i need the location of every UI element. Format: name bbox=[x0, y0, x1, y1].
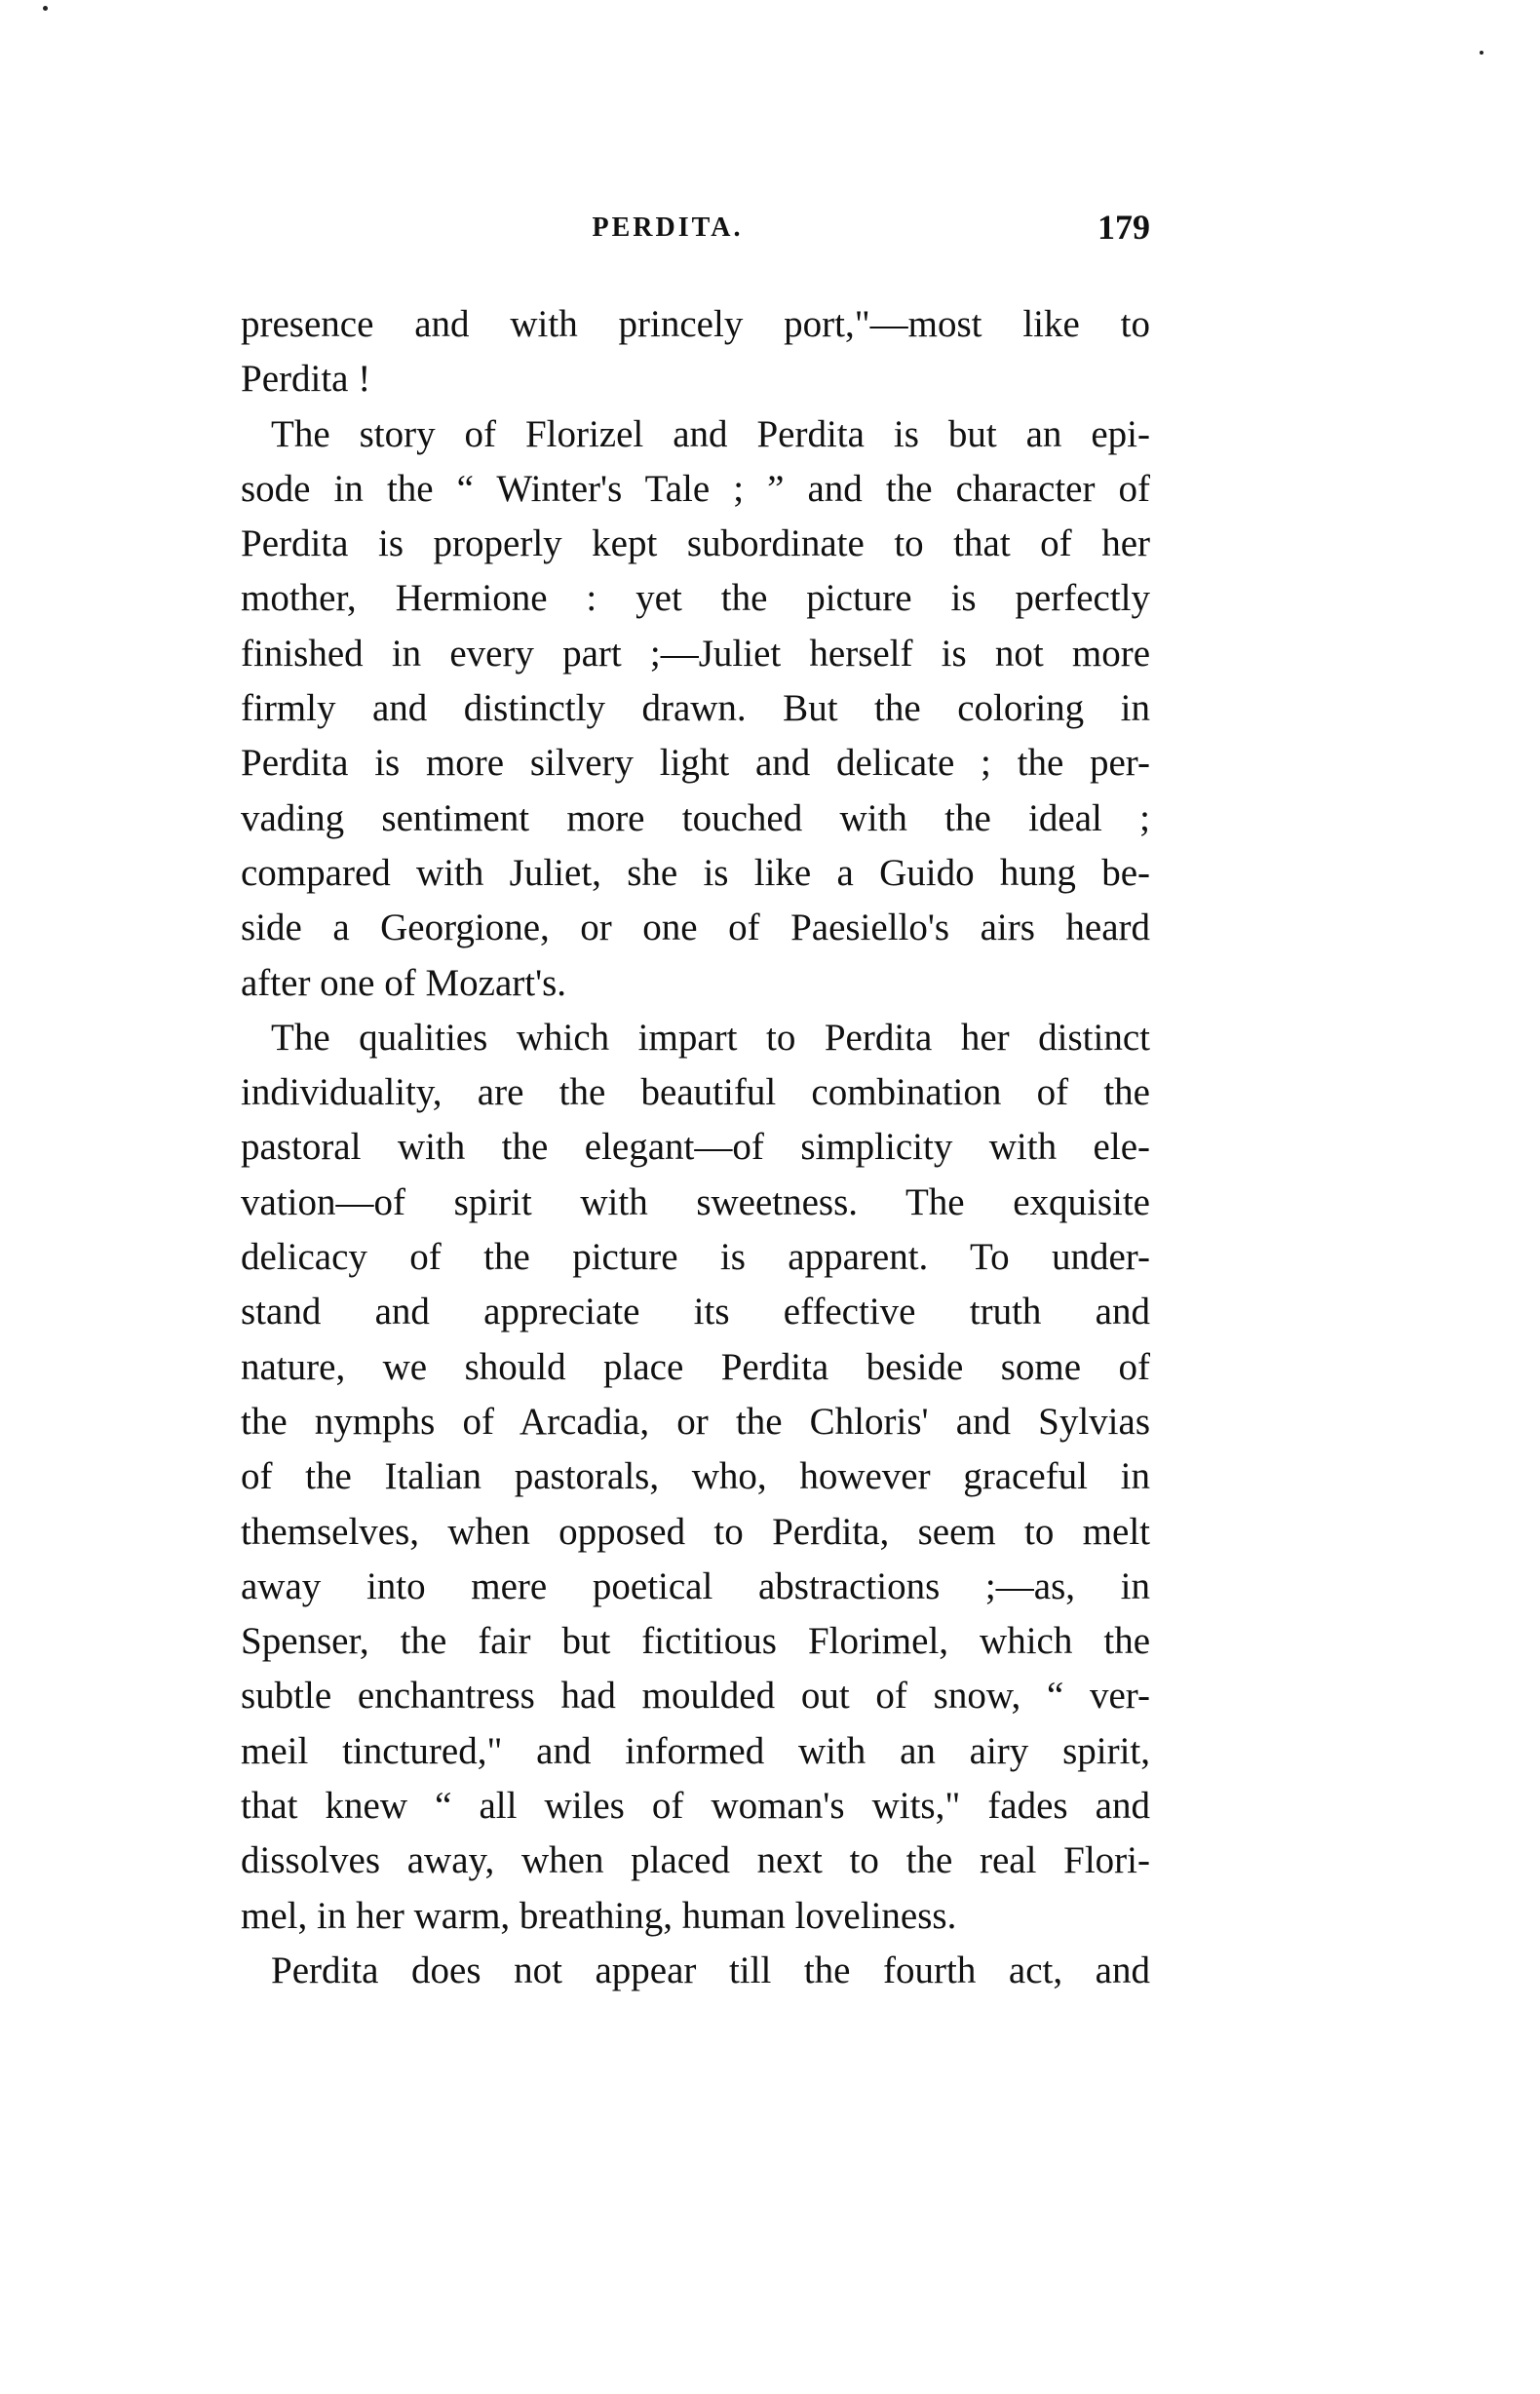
text-line: mel, in her warm, breathing, human loveliness. bbox=[241, 1894, 957, 1937]
text-line: Perdita is properly kept subordinate to that of her bbox=[241, 522, 1150, 565]
text-line: the nymphs of Arcadia, or the Chloris' and Sylvias bbox=[241, 1400, 1150, 1443]
text-line: after one of Mozart's. bbox=[241, 961, 567, 1004]
page-speck bbox=[1480, 51, 1483, 55]
text-line: The story of Florizel and Perdita is but an epi- bbox=[271, 412, 1150, 455]
text-line: sode in the “ Winter's Tale ; ” and the character of bbox=[241, 467, 1150, 510]
page-body-text bbox=[241, 297, 1150, 1998]
text-line: pastoral with the elegant—of simplicity with ele- bbox=[241, 1126, 1150, 1169]
running-title: PERDITA. bbox=[592, 212, 744, 243]
text-line: presence and with princely port,"—most like to bbox=[241, 303, 1150, 345]
text-line: delicacy of the picture is apparent. To under- bbox=[241, 1236, 1150, 1279]
text-line: themselves, when opposed to Perdita, seem to melt bbox=[241, 1510, 1150, 1553]
text-line: of the Italian pastorals, who, however graceful in bbox=[241, 1455, 1150, 1498]
text-line: mother, Hermione : yet the picture is perfectly bbox=[241, 577, 1150, 620]
text-line: individuality, are the beautiful combination of the bbox=[241, 1071, 1150, 1114]
text-line: compared with Juliet, she is like a Guido hung be- bbox=[241, 851, 1150, 894]
text-line: meil tinctured," and informed with an airy spirit, bbox=[241, 1729, 1150, 1772]
text-line: that knew “ all wiles of woman's wits," fades and bbox=[241, 1785, 1150, 1828]
text-line: side a Georgione, or one of Paesiello's airs heard bbox=[241, 907, 1150, 949]
text-line: away into mere poetical abstractions ;—as, in bbox=[241, 1564, 1150, 1607]
text-line: vation—of spirit with sweetness. The exquisite bbox=[241, 1180, 1150, 1223]
text-line: Perdita does not appear till the fourth act, and bbox=[271, 1949, 1150, 1991]
text-line: Perdita is more silvery light and delicate ; the per- bbox=[241, 742, 1150, 785]
text-line: subtle enchantress had moulded out of snow, “ ver- bbox=[241, 1675, 1150, 1718]
text-line: stand and appreciate its effective truth and bbox=[241, 1291, 1150, 1333]
text-line: Spenser, the fair but fictitious Florimel, which the bbox=[241, 1620, 1150, 1663]
text-line: The qualities which impart to Perdita her distinct bbox=[271, 1016, 1150, 1059]
page-speck bbox=[43, 6, 48, 11]
text-line: finished in every part ;—Juliet herself is not more bbox=[241, 632, 1150, 675]
text-line: firmly and distinctly drawn. But the coloring in bbox=[241, 687, 1150, 730]
text-line: dissolves away, when placed next to the real Flori- bbox=[241, 1839, 1150, 1882]
text-line: Perdita ! bbox=[241, 358, 371, 401]
text-line: nature, we should place Perdita beside some of bbox=[241, 1345, 1150, 1388]
page-number: 179 bbox=[1097, 208, 1150, 247]
text-line: vading sentiment more touched with the ideal ; bbox=[241, 796, 1150, 839]
